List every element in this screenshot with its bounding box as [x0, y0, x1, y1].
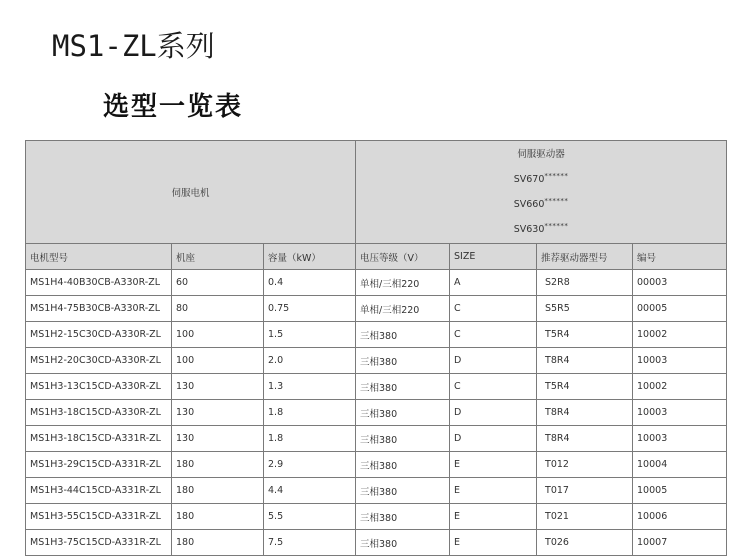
drive-model-sv630: SV630******	[513, 222, 569, 235]
table-cell: 2.9	[264, 452, 356, 478]
table-cell: 130	[172, 374, 264, 400]
table-cell: 三相380	[356, 478, 450, 504]
table-cell: MS1H3-75C15CD-A331R-ZL	[26, 530, 172, 556]
column-header-motor-model: 电机型号	[26, 244, 172, 270]
table-cell: 2.0	[264, 348, 356, 374]
table-cell: MS1H3-18C15CD-A331R-ZL	[26, 426, 172, 452]
table-cell: 10002	[633, 374, 727, 400]
table-cell: E	[450, 530, 537, 556]
table-cell: 7.5	[264, 530, 356, 556]
table-cell: C	[450, 374, 537, 400]
table-row	[26, 504, 727, 530]
table-cell: 10004	[633, 452, 727, 478]
group-header-row	[26, 141, 727, 244]
table-cell: 三相380	[356, 452, 450, 478]
selection-table	[25, 140, 727, 556]
table-cell: 60	[172, 270, 264, 296]
table-cell: 0.4	[264, 270, 356, 296]
table-cell: 00005	[633, 296, 727, 322]
table-cell: MS1H4-75B30CB-A330R-ZL	[26, 296, 172, 322]
table-row	[26, 426, 727, 452]
drive-model-sv660: SV660******	[513, 197, 569, 210]
table-cell: 130	[172, 426, 264, 452]
table-cell: 1.3	[264, 374, 356, 400]
table-cell: 三相380	[356, 322, 450, 348]
table-row	[26, 400, 727, 426]
table-cell: MS1H3-29C15CD-A331R-ZL	[26, 452, 172, 478]
table-cell: MS1H2-15C30CD-A330R-ZL	[26, 322, 172, 348]
table-cell: 100	[172, 322, 264, 348]
table-cell: T5R4	[537, 374, 633, 400]
table-cell: 三相380	[356, 530, 450, 556]
table-cell: 10003	[633, 348, 727, 374]
table-cell: T5R4	[537, 322, 633, 348]
table-cell: 10006	[633, 504, 727, 530]
table-cell: 1.5	[264, 322, 356, 348]
table-cell: 130	[172, 400, 264, 426]
table-cell: MS1H2-20C30CD-A330R-ZL	[26, 348, 172, 374]
motor-group-header: 伺服电机	[26, 141, 356, 244]
table-row	[26, 296, 727, 322]
table-cell: 180	[172, 504, 264, 530]
table-cell: MS1H3-44C15CD-A331R-ZL	[26, 478, 172, 504]
column-header-size: SIZE	[450, 244, 537, 270]
table-cell: MS1H3-13C15CD-A330R-ZL	[26, 374, 172, 400]
table-cell: C	[450, 322, 537, 348]
column-header-voltage: 电压等级（V）	[356, 244, 450, 270]
table-cell: 单相/三相220	[356, 270, 450, 296]
table-cell: T8R4	[537, 400, 633, 426]
table-cell: 三相380	[356, 426, 450, 452]
table-cell: T8R4	[537, 348, 633, 374]
table-cell: D	[450, 348, 537, 374]
table-cell: 5.5	[264, 504, 356, 530]
table-row	[26, 478, 727, 504]
table-row	[26, 530, 727, 556]
table-cell: 180	[172, 478, 264, 504]
table-cell: 10003	[633, 426, 727, 452]
column-header-capacity: 容量（kW）	[264, 244, 356, 270]
table-cell: C	[450, 296, 537, 322]
table-row	[26, 322, 727, 348]
table-cell: 0.75	[264, 296, 356, 322]
table-cell: 180	[172, 530, 264, 556]
table-cell: 10002	[633, 322, 727, 348]
table-cell: 三相380	[356, 348, 450, 374]
column-header-frame: 机座	[172, 244, 264, 270]
table-cell: 1.8	[264, 400, 356, 426]
table-cell: MS1H3-18C15CD-A330R-ZL	[26, 400, 172, 426]
table-cell: S5R5	[537, 296, 633, 322]
drive-model-sv670: SV670******	[513, 172, 569, 185]
table-cell: D	[450, 400, 537, 426]
column-header-drive-model: 推荐驱动器型号	[537, 244, 633, 270]
table-cell: E	[450, 478, 537, 504]
table-cell: E	[450, 504, 537, 530]
table-row	[26, 374, 727, 400]
table-cell: D	[450, 426, 537, 452]
series-title: MS1-ZL系列	[52, 29, 215, 63]
table-cell: T021	[537, 504, 633, 530]
table-cell: 10007	[633, 530, 727, 556]
table-cell: 4.4	[264, 478, 356, 504]
table-cell: 00003	[633, 270, 727, 296]
table-cell: MS1H3-55C15CD-A331R-ZL	[26, 504, 172, 530]
table-row	[26, 452, 727, 478]
table-cell: E	[450, 452, 537, 478]
table-cell: 100	[172, 348, 264, 374]
table-cell: 80	[172, 296, 264, 322]
table-cell: 单相/三相220	[356, 296, 450, 322]
table-cell: 180	[172, 452, 264, 478]
column-header-row	[26, 244, 727, 270]
table-cell: 10005	[633, 478, 727, 504]
drive-group-label: 伺服驱动器	[517, 149, 565, 160]
table-title: 选型一览表	[103, 92, 244, 122]
table-cell: 1.8	[264, 426, 356, 452]
table-row	[26, 270, 727, 296]
table-cell: T026	[537, 530, 633, 556]
table-cell: S2R8	[537, 270, 633, 296]
table-cell: T017	[537, 478, 633, 504]
table-cell: MS1H4-40B30CB-A330R-ZL	[26, 270, 172, 296]
table-cell: A	[450, 270, 537, 296]
table-cell: 10003	[633, 400, 727, 426]
table-cell: T8R4	[537, 426, 633, 452]
table-cell: 三相380	[356, 374, 450, 400]
table-cell: T012	[537, 452, 633, 478]
table-row	[26, 348, 727, 374]
drive-group-header	[356, 141, 727, 244]
table-cell: 三相380	[356, 504, 450, 530]
column-header-code: 编号	[633, 244, 727, 270]
table-cell: 三相380	[356, 400, 450, 426]
